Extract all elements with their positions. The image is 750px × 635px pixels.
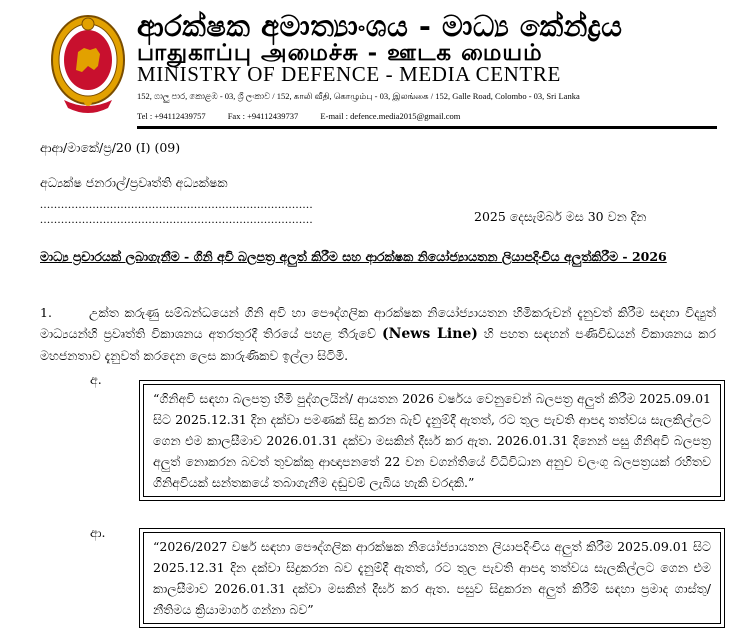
paragraph-number: 1.: [40, 305, 52, 320]
addressee: අධ්‍යක්ෂ ජනරාල්/ප්‍රවෘත්ති අධ්‍යක්ෂක: [40, 175, 228, 190]
letterhead: [0, 0, 750, 130]
item-b-marker: ආ.: [90, 525, 106, 540]
item-b-text: “2026/2027 වර්ෂ සඳහා පෞද්ගලික ආරක්ෂක නියෝජ්‍යායතන ලියාපදිංචිය අලුත් කිරීම 2025.09.01 සිට 2025.12.31 දින දක්වා සිදුකරන බව දැනුම්දී ඇතත්, රට තුල පැවති ආපදා තත්වය සැලකිල්ලට ගෙන එම කාලසීමාව 2026.01.31 දක්වා මසකින් දීර්ඝ කර ඇත. පසුව සිදුකරන අලුත් කිරීම් සඳහා ප්‍රමාද ගාස්තු/ නීතිමය ක්‍රියාමාර්ග ගන්නා බව”: [143, 532, 721, 624]
addressee-dotted-line-2: ..............................................................................: [40, 212, 313, 226]
telephone: Tel : +94112439757: [137, 111, 206, 121]
email[interactable]: E-mail : defence.media2015@gmail.com: [320, 111, 461, 121]
letter-date: 2025 දෙසැම්බර් මස 30 වන දින: [474, 209, 647, 224]
item-b-box: [139, 528, 725, 628]
reference-number: ආආ/මාකේ/ප්‍ර/20 (I) (09): [40, 140, 181, 155]
ministry-name-tamil: பாதுகாப்பு அமைச்சு - ஊடக மையம்: [137, 39, 543, 66]
paragraph-text-part-2: හි පහත සඳහන් පණිවිඩයන් විකාශනය කර මහජනතාව දැනුවත් කරදෙන ලෙස කාරුණිකව ඉල්ලා සිටිමි.: [40, 326, 716, 363]
ministry-name-sinhala: ආරක්ෂක අමාත්‍යාංශය - මාධ්‍ය කේන්ද්‍රය: [137, 9, 623, 43]
sri-lanka-emblem-icon: [48, 8, 128, 118]
address-line: 152, ගාලු පාර, කොළඹ - 03, ශ්‍රී ලංකාව / 152, காலி வீதி, கொழும்பு - 03, இலங்கை / 152, Galle Road, Colombo - 03, Sri Lanka: [137, 91, 580, 101]
item-a-box: [139, 380, 725, 501]
subject-heading: මාධ්‍ය ප්‍රචාරයක් ලබාගැනීම - ගිනි අවි බලපත්‍ර අලුත් කිරීම සහ ආරක්ෂක නියෝජ්‍යායතන ලියාපදිංචිය අලුත්කිරීම - 2026: [40, 249, 667, 264]
item-a-marker: අ.: [90, 372, 102, 387]
item-a-text: “ගිනිඅවි සඳහා බලපත්‍ර හිමි පුද්ගලයින්/ ආයතන 2026 වර්ෂය වෙනුවෙන් බලපත්‍ර අලුත් කිරීම 2025.09.01 සිට 2025.12.31 දින දක්වා පමණක් සිදු කරන බැව් දැනුම්දී ඇතත්, රට තුල පැවති ආපදා තත්වය සැලකිල්ලට ගෙන එම කාලසීමාව 2026.01.31 දක්වා මසකින් දීර්ඝ කර ඇත. 2026.01.31 දිනෙන් පසු ගිනිඅවි බලපත්‍ර අලුත් නොකරන බවත් තුවක්කු ආඥාපනතේ 22 වන වගන්තියේ විධිවිධාන අනුව වලංගු බලපත්‍රයක් රහිතව ගිනිඅවියක් සන්තකයේ තබාගැනීම දඬුවම් ලැබිය හැකි වරදකි.”: [143, 384, 721, 497]
paragraph-1: [40, 302, 716, 366]
addressee-dotted-line-1: ..............................................................................: [40, 197, 313, 211]
ministry-name-english: MINISTRY OF DEFENCE - MEDIA CENTRE: [137, 62, 561, 86]
contact-line: [137, 112, 480, 121]
fax: Fax : +94112439737: [227, 111, 299, 121]
paragraph-text-part-1: උක්ත කරුණු සම්බන්ධයෙන් ගිනි අවි හා පෞද්ගලික ආරක්ෂක නියෝජ්‍යායතන හිමිකරුවන් දැනුවත් කිරීම සඳහා විද්‍යුත් මාධ්‍යයන්හි ප්‍රවෘත්ති විකාශනය අතරතුරදී තිරයේ පහළ තීරුවේ: [40, 305, 716, 341]
header-divider: [137, 126, 717, 129]
news-line-label: (News Line): [381, 326, 478, 342]
